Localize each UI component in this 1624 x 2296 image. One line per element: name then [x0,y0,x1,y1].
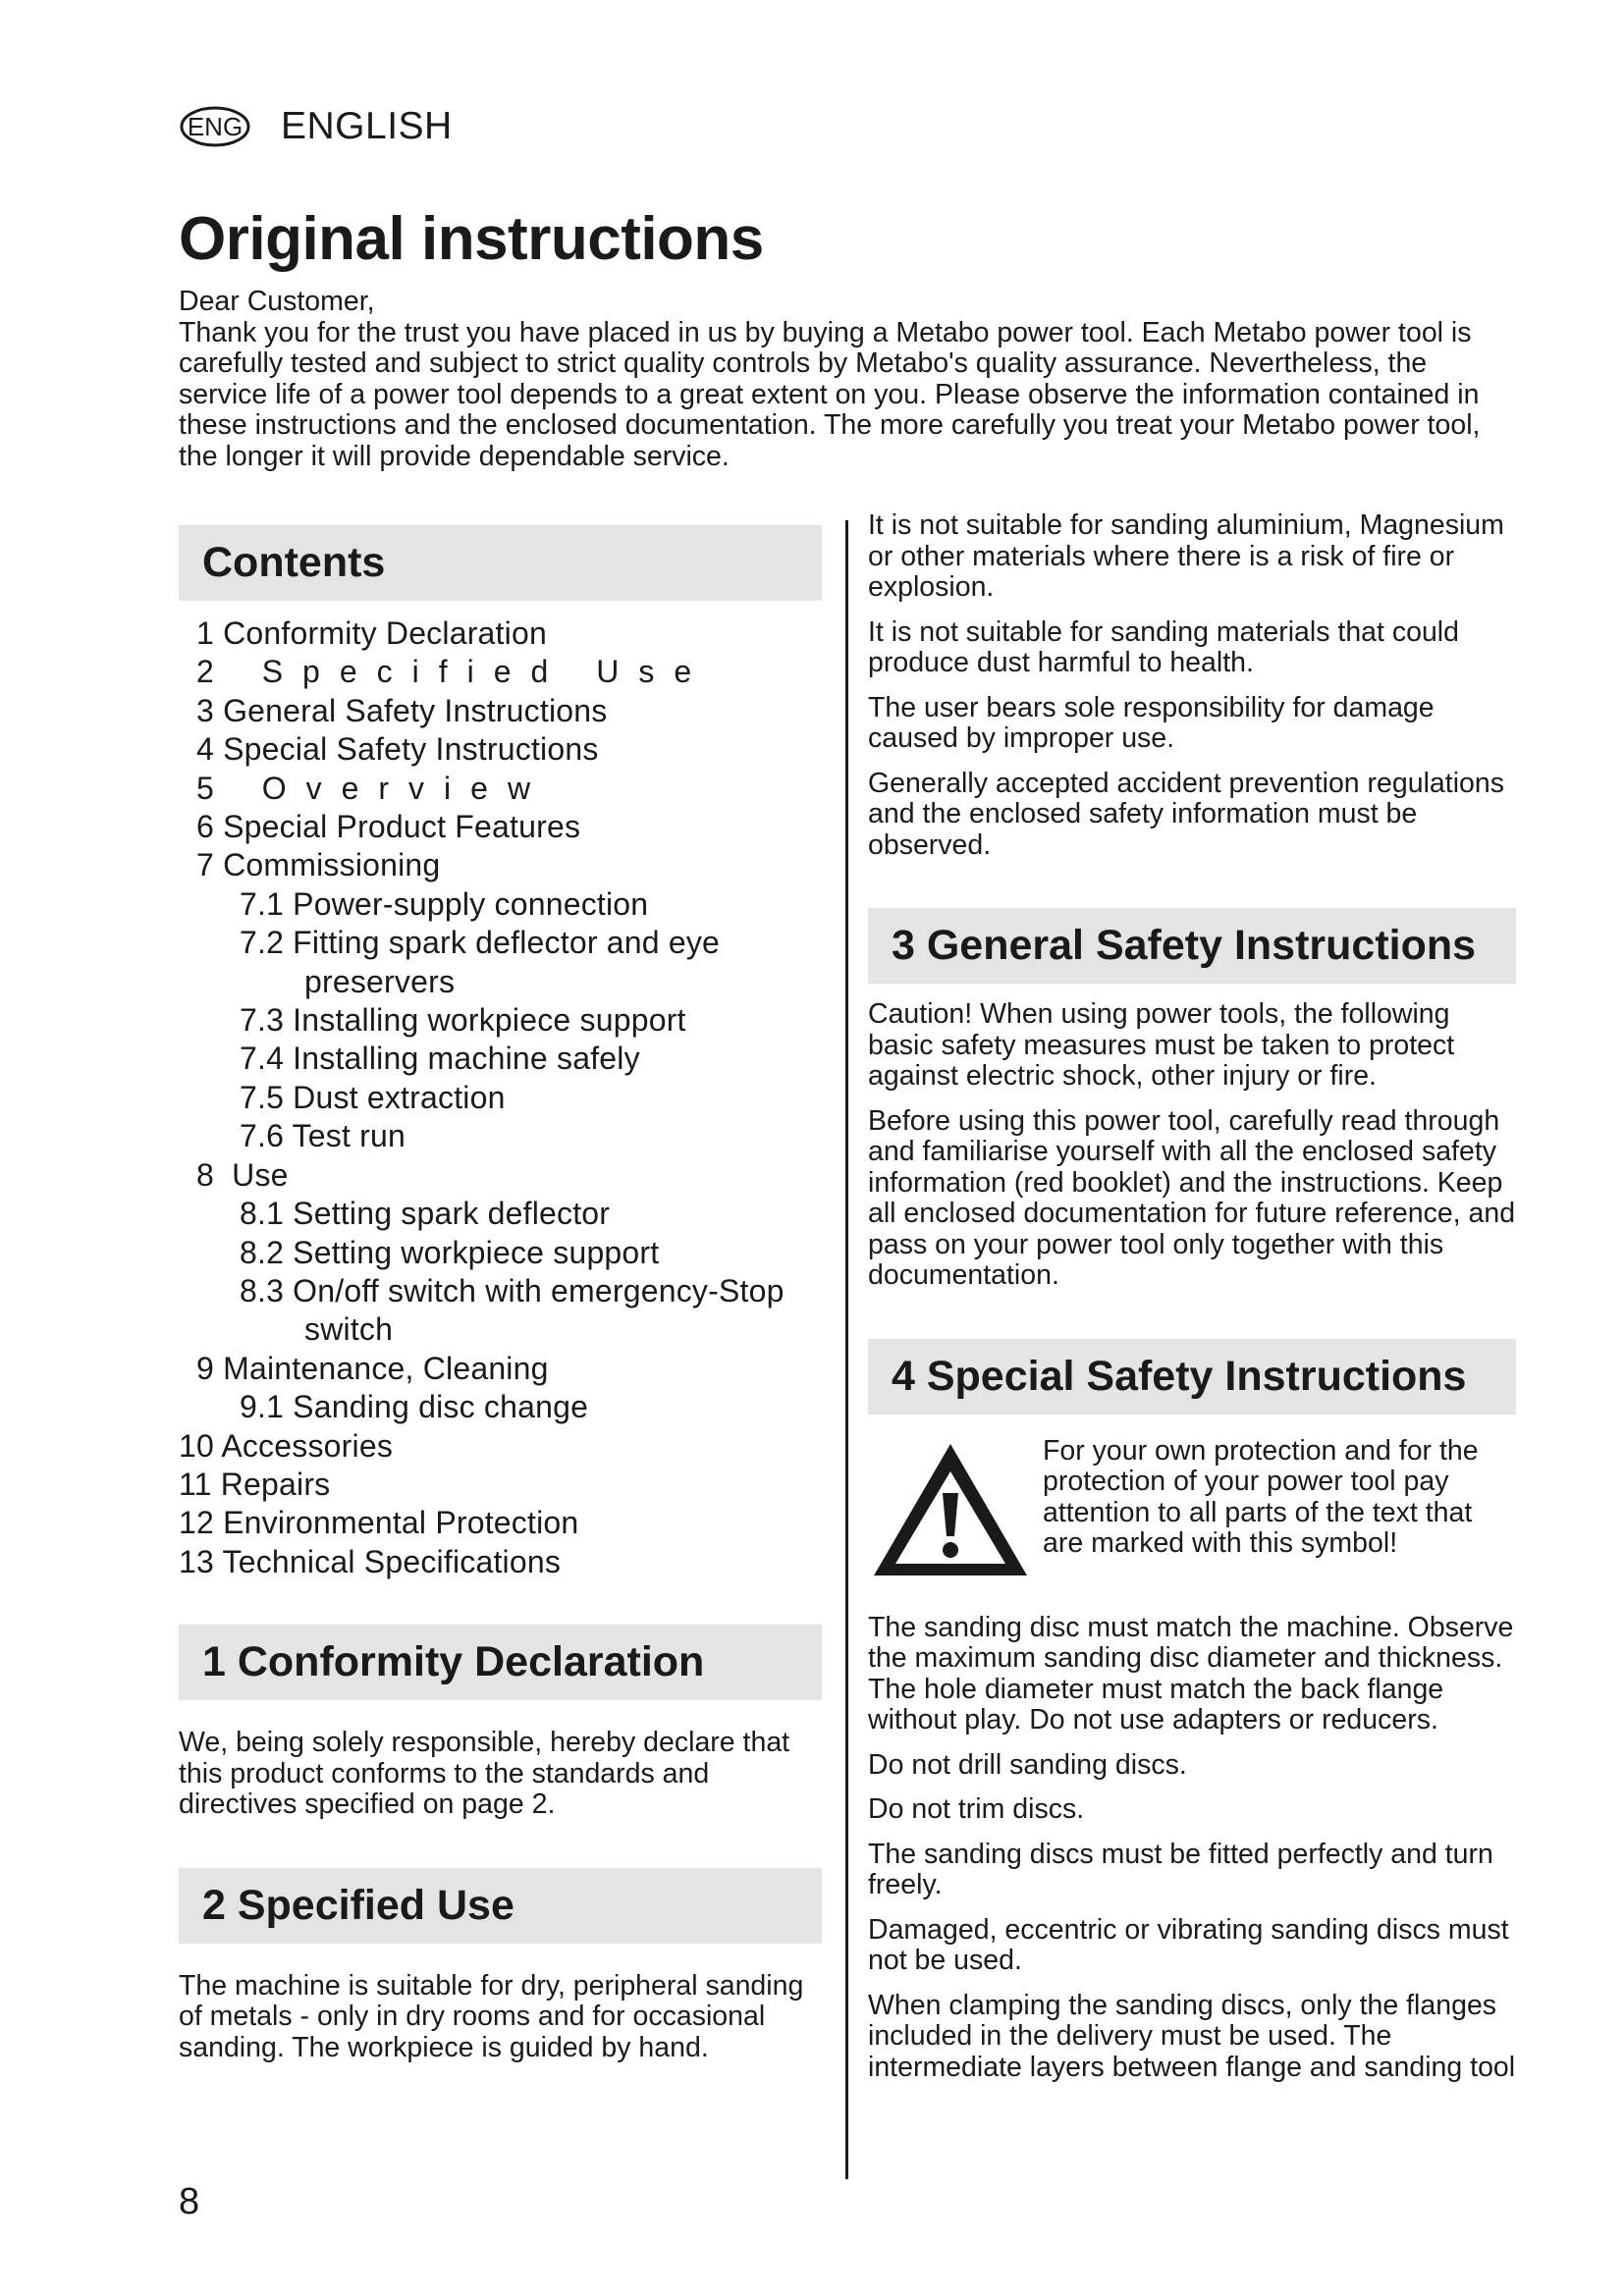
toc-item[interactable]: 10 Accessories [179,1427,394,1464]
language-header [179,102,453,151]
warning-notice [868,1436,1516,1583]
toc-item[interactable]: 5 Overview [196,770,551,806]
warning-text: For your own protection and for the protection of your power tool pay attention to all parts of the text that are marked with this symbol! [1043,1434,1479,1559]
toc-item[interactable]: 12 Environmental Protection [179,1505,579,1541]
greeting: Dear Customer, [179,286,375,317]
intro-text: Thank you for the trust you have placed in us by buying a Metabo power tool. Each Metabo power tool is carefully tested and subject to strict quality controls by Metabo's quality assurance. Nevertheless, the service life of a power tool depends to a great extent on you. Please observe the information contained in these instructions and the enclosed documentation. The more carefully you treat your Metabo power tool, the longer it will provide dependable service. [179,316,1481,472]
toc-item[interactable]: 6 Special Product Features [196,809,581,845]
toc-item[interactable]: 2 Specified Use [196,654,712,690]
section-2-text: The machine is suitable for dry, peripheral sanding of metals - only in dry rooms and for occasional sanding. The workpiece is guided by hand. [179,1969,804,2063]
toc-subitem[interactable]: 8.2 Setting workpiece support [240,1234,660,1270]
paragraph: The sanding disc must match the machine. Observe the maximum sanding disc diameter and thickness. The hole diameter must match the back flange without play. Do not use adapters or reducers. [868,1611,1514,1735]
contents-header [179,525,822,601]
toc-subitem[interactable]: 8.1 Setting spark deflector [240,1196,611,1232]
left-column [179,525,822,2077]
toc-item[interactable]: 7 Commissioning [196,847,441,883]
toc-item[interactable]: 1 Conformity Declaration [196,615,547,651]
toc-item[interactable]: 8 Use [196,1156,289,1193]
toc-item[interactable]: 4 Special Safety Instructions [196,731,599,768]
language-label: ENGLISH [281,105,453,147]
section-2-heading: 2 Specified Use [202,1881,514,1929]
column-divider [845,520,848,2179]
paragraph: It is not suitable for sanding materials that could produce dust harmful to health. [868,615,1459,678]
paragraph: Caution! When using power tools, the following basic safety measures must be taken to protect against electric shock, other injury or fire. [868,998,1455,1092]
section-2-header [179,1868,822,1944]
language-code: ENG [187,112,244,141]
toc-subitem[interactable]: 7.5 Dust extraction [240,1079,506,1115]
toc-subitem[interactable]: 8.3 On/off switch with emergency-Stop [240,1272,785,1308]
section-1-text: We, being solely responsible, hereby declare that this product conforms to the standards and directives specified on page 2. [179,1727,790,1821]
contents-heading: Contents [202,539,386,586]
table-of-contents [179,614,822,1581]
paragraph: The sanding discs must be fitted perfectly and turn freely. [868,1838,1493,1900]
paragraph: It is not suitable for sanding aluminium, Magnesium or other materials where there is a risk of fire or explosion. [868,509,1504,603]
section-4-heading: 4 Special Safety Instructions [892,1352,1467,1400]
warning-triangle-icon [868,1436,1033,1583]
section-1-heading: 1 Conformity Declaration [202,1638,705,1686]
section-1-header [179,1625,822,1700]
section-4-header [868,1339,1516,1415]
toc-subitem-continuation[interactable]: switch [304,1311,394,1348]
paragraph: Generally accepted accident prevention regulations and the enclosed safety information must be observed. [868,767,1504,861]
toc-subitem[interactable]: 9.1 Sanding disc change [240,1389,589,1425]
paragraph: Before using this power tool, carefully read through and familiarise yourself with all the enclosed safety information (red booklet) and the instructions. Keep all enclosed documentation for future reference, and pass on your power tool only together with this documentation. [868,1104,1516,1291]
toc-item[interactable]: 13 Technical Specifications [179,1543,562,1579]
paragraph: Damaged, eccentric or vibrating sanding discs must not be used. [868,1913,1509,1976]
toc-subitem-continuation[interactable]: preservers [304,963,456,999]
paragraph: When clamping the sanding discs, only the flanges included in the delivery must be used. The intermediate layers between flange and sanding tool [868,1989,1516,2083]
intro [179,287,1514,472]
toc-item[interactable]: 9 Maintenance, Cleaning [196,1350,549,1386]
toc-subitem[interactable]: 7.6 Test run [240,1118,406,1154]
paragraph: Do not drill sanding discs. [868,1748,1187,1781]
toc-subitem[interactable]: 7.2 Fitting spark deflector and eye [240,925,721,961]
toc-subitem[interactable]: 7.4 Installing machine safely [240,1041,640,1077]
toc-item[interactable]: 11 Repairs [179,1466,331,1502]
paragraph: The user bears sole responsibility for damage caused by improper use. [868,691,1435,754]
section-3-heading: 3 General Safety Instructions [892,922,1477,969]
toc-item[interactable]: 3 General Safety Instructions [196,692,608,728]
page-number: 8 [179,2181,200,2222]
language-badge-icon [179,105,251,148]
section-3-header [868,908,1516,984]
toc-subitem[interactable]: 7.3 Installing workpiece support [240,1002,686,1039]
page-title: Original instructions [179,205,764,273]
paragraph: Do not trim discs. [868,1793,1085,1825]
toc-subitem[interactable]: 7.1 Power-supply connection [240,885,649,922]
right-column [868,510,1516,2097]
